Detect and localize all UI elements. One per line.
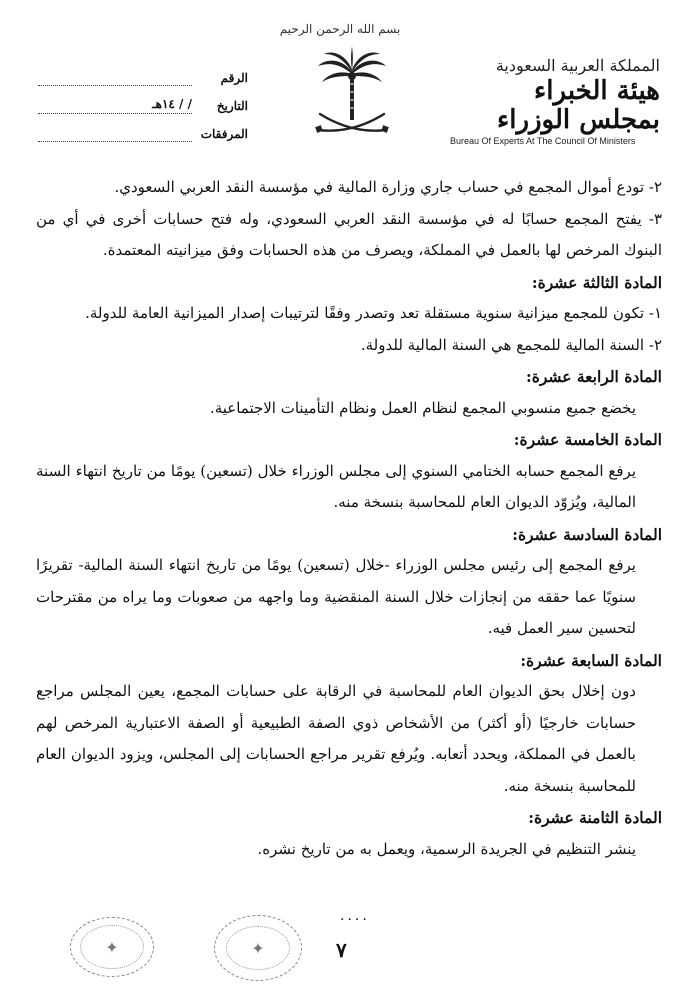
- body-paragraph: يرفع المجمع إلى رئيس مجلس الوزراء -خلال (تسعين) يومًا من تاريخ انتهاء السنة المالية- تقريرًا سنويًا عما حققه من إنجازات خلال السنة المنقضية وما واجهه من صعوبات وما يراه من مقترحات لتحسين سير العمل فيه.: [36, 556, 636, 637]
- body-paragraph: ينشر التنظيم في الجريدة الرسمية، ويعمل به من تاريخ نشره.: [257, 839, 636, 858]
- body-paragraph: ٣- يفتح المجمع حسابًا له في مؤسسة النقد العربي السعودي، وله فتح حسابات أخرى في أي من البنوك المرخص لها بالعمل في المملكة، ويصرف من هذه الحسابات وفق ميزانيته المعتمدة.: [36, 209, 662, 259]
- basmala: بسم الله الرحمن الرحيم: [279, 22, 401, 36]
- attachments-label: المرفقات: [200, 127, 248, 141]
- body-paragraph: ٢- السنة المالية للمجمع هي السنة المالية للدولة.: [360, 335, 662, 354]
- body-paragraph: دون إخلال بحق الديوان العام للمحاسبة في الرقابة على حسابات المجمع، يعين المجلس مراجع حسابات خارجيًا (أو أكثر) من الأشخاص ذوي الصفة الطبيعية أو الصفة الاعتبارية المرخص لهم بالعمل في المملكة، ويحدد أتعابه. ويُرفع تقرير مراجع الحسابات إلى المجلس، ويزود الديوان العام للمحاسبة بنسخة منه.: [36, 682, 636, 795]
- attachments-row: [38, 120, 248, 148]
- organization-block: [450, 56, 660, 146]
- stamp-center-icon: ✦: [226, 926, 290, 970]
- body-paragraph: ١- تكون للمجمع ميزانية سنوية مستقلة تعد وتصدر وفقًا لترتيبات إصدار الميزانية العامة للدولة.: [85, 304, 662, 322]
- organization-english-name: Bureau Of Experts At The Council Of Ministers: [450, 136, 636, 147]
- official-stamp-icon: [214, 915, 302, 981]
- reference-number-value: [38, 71, 192, 86]
- article-heading: المادة الخامسة عشرة:: [513, 430, 662, 449]
- reference-fields: [38, 64, 248, 148]
- date-row: [38, 92, 248, 120]
- stamp-center-icon: ✦: [80, 925, 144, 969]
- date-value: / / ١٤هـ: [152, 96, 192, 111]
- saudi-emblem-icon: [312, 44, 392, 140]
- article-heading: المادة الثامنة عشرة:: [528, 808, 662, 827]
- article-heading: المادة الرابعة عشرة:: [526, 367, 662, 386]
- country-name: المملكة العربية السعودية: [495, 56, 660, 75]
- body-paragraph: يخضع جميع منسوبي المجمع لنظام العمل ونظام التأمينات الاجتماعية.: [209, 398, 636, 417]
- reference-number-label: الرقم: [220, 71, 248, 85]
- page-number: ٧: [336, 938, 347, 962]
- body-paragraph: ٢- تودع أموال المجمع في حساب جاري وزارة المالية في مؤسسة النقد العربي السعودي.: [114, 178, 662, 196]
- attachments-value: [38, 127, 192, 142]
- article-heading: المادة السابعة عشرة:: [520, 650, 662, 670]
- continuation-dots: ....: [340, 908, 370, 924]
- official-stamp-icon: [70, 917, 154, 977]
- organization-name: هيئة الخبراء بمجلس الوزراء: [497, 76, 660, 135]
- document-body: [36, 172, 662, 865]
- date-label: التاريخ: [216, 99, 248, 113]
- article-heading: المادة الثالثة عشرة:: [531, 272, 662, 292]
- reference-number-row: [38, 64, 248, 92]
- body-paragraph: يرفع المجمع حسابه الختامي السنوي إلى مجلس الوزراء خلال (تسعين) يومًا من تاريخ انتهاء السنة المالية، ويُزوّد الديوان العام للمحاسبة بنسخة منه.: [36, 461, 636, 511]
- article-heading: المادة السادسة عشرة:: [512, 524, 662, 544]
- date-line: [38, 96, 192, 114]
